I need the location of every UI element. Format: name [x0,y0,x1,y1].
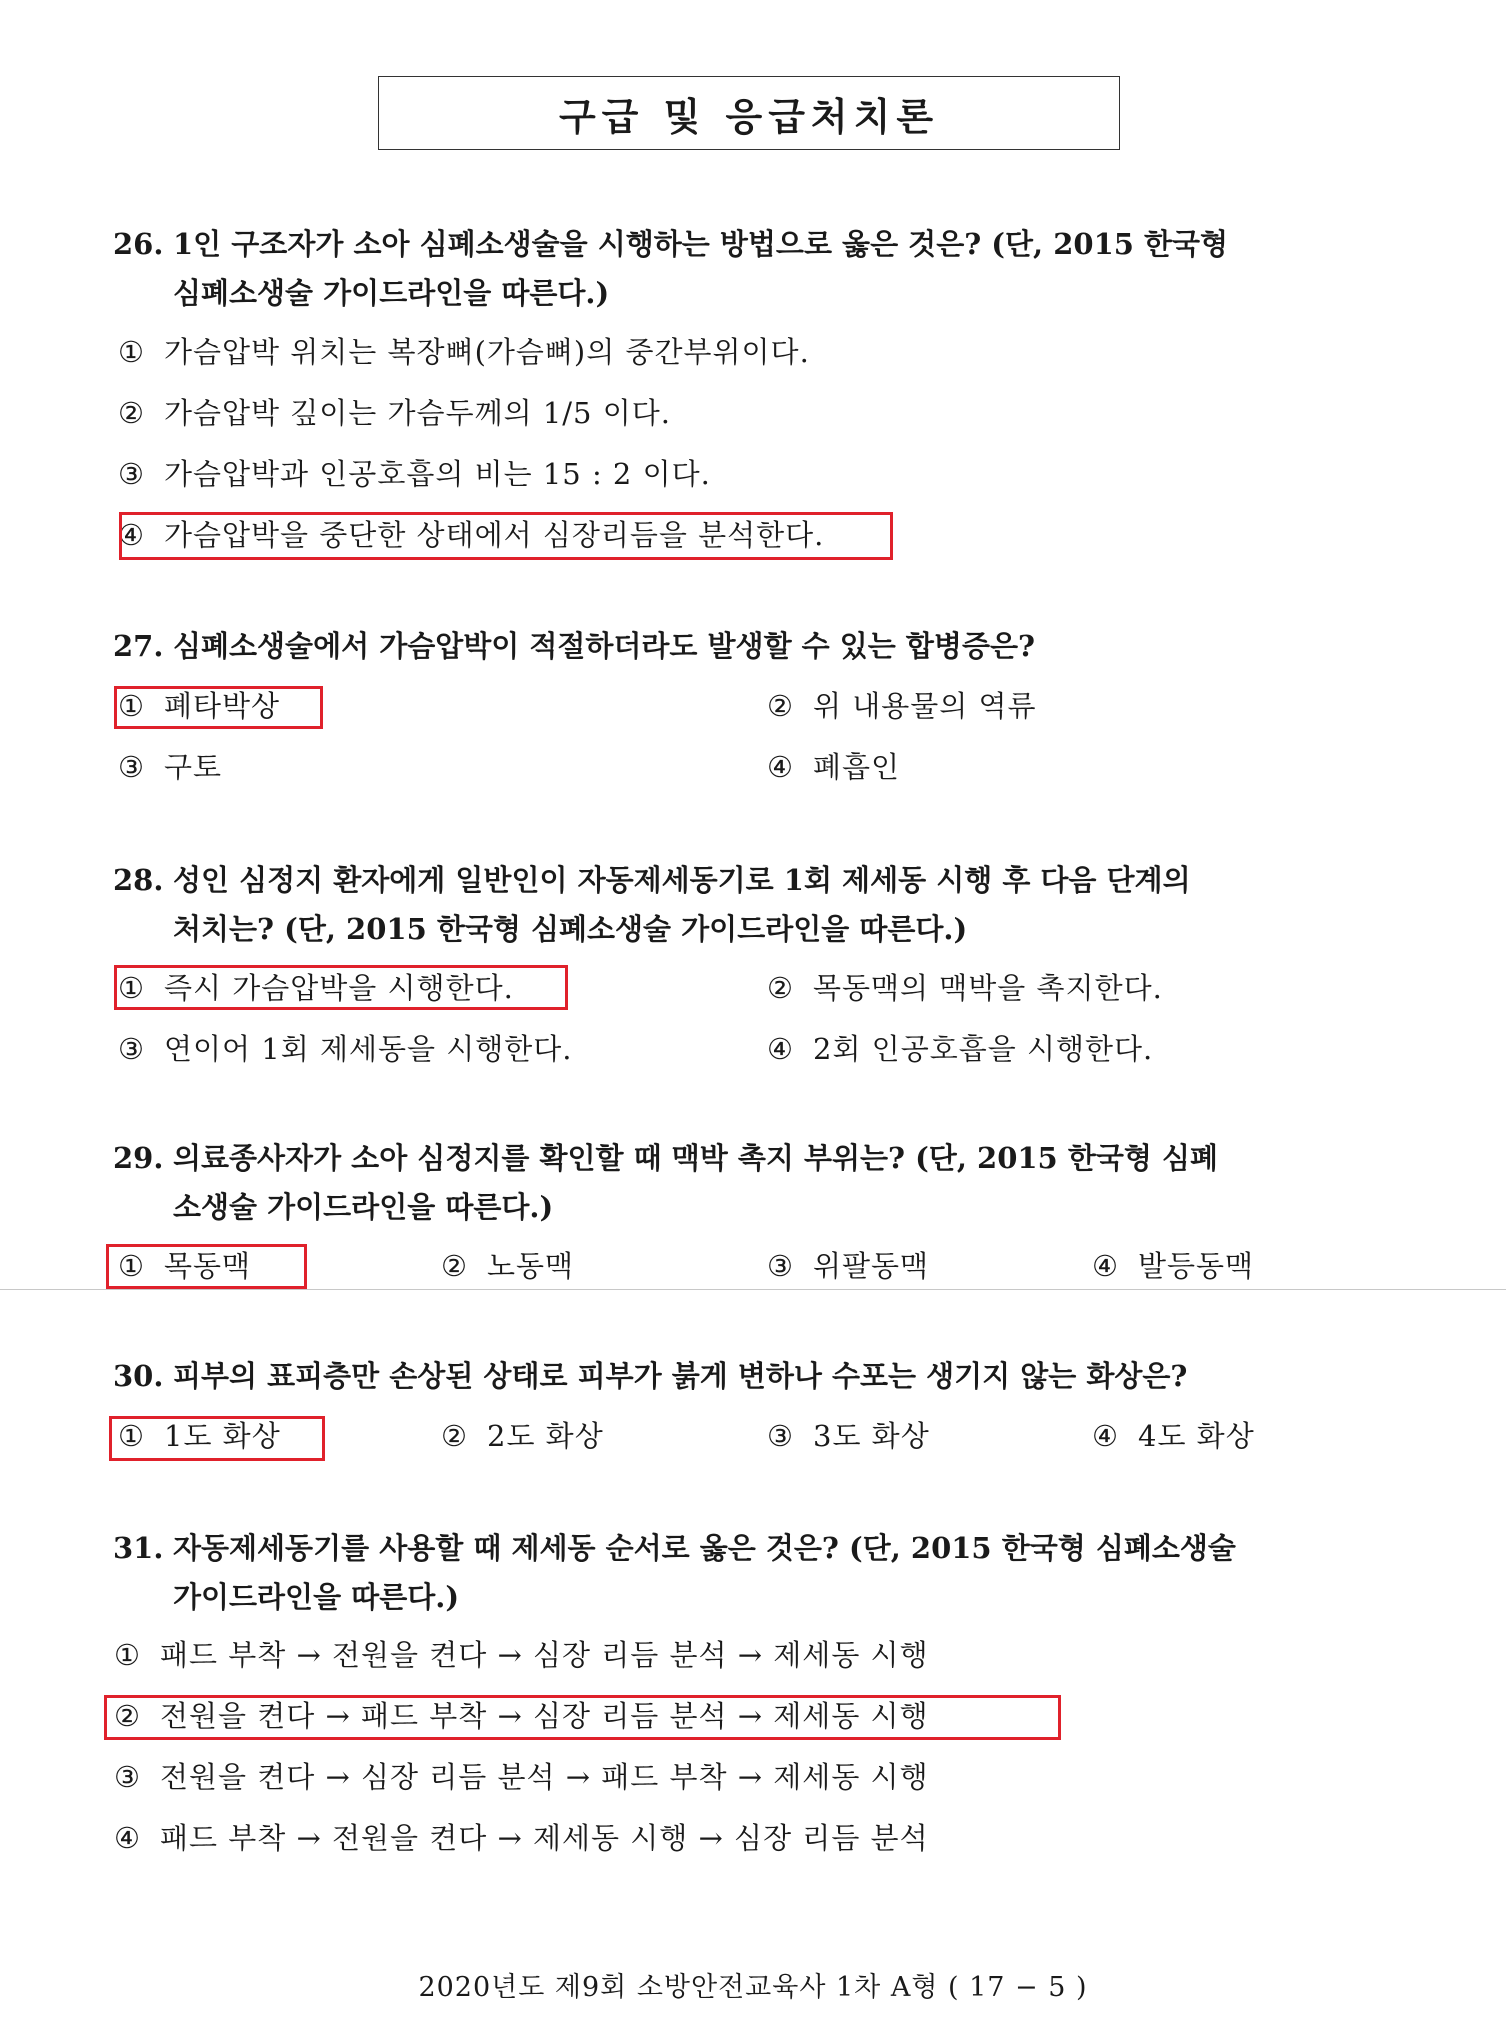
answer-highlight-box [109,1416,325,1461]
option-27-2: ② 위 내용물의 역류 [767,689,1037,723]
question-number: 26. [113,227,164,261]
question-number: 30. [113,1359,164,1393]
question-30 [113,1352,1393,1401]
option-29-1: ① 목동맥 [118,1249,252,1283]
question-number: 31. [113,1531,164,1565]
question-text-line2: 처치는? (단, 2015 한국형 심폐소생술 가이드라인을 따른다.) [173,912,968,946]
option-27-4: ④ 폐흡인 [767,750,901,784]
question-text-line1: 의료종사자가 소아 심정지를 확인할 때 맥박 촉지 부위는? (단, 2015 한국형 심폐 [173,1141,1218,1175]
answer-highlight-box [114,686,323,729]
option-29-2: ② 노동맥 [441,1249,575,1283]
question-text-line2: 가이드라인을 따른다.) [173,1580,460,1614]
page-divider [0,1289,1506,1290]
question-text-line1: 피부의 표피층만 손상된 상태로 피부가 붉게 변하나 수포는 생기지 않는 화상은? [173,1359,1188,1393]
option-31-3: ③ 전원을 켠다 → 심장 리듬 분석 → 패드 부착 → 제세동 시행 [114,1760,929,1794]
option-30-3: ③ 3도 화상 [767,1419,930,1453]
option-26-4: ④ 가슴압박을 중단한 상태에서 심장리듬을 분석한다. [118,518,825,552]
question-number: 28. [113,863,164,897]
answer-highlight-box [104,1695,1061,1740]
answer-highlight-box [119,512,893,560]
section-title: 구급 및 응급처치론 [378,76,1120,150]
question-text-line2: 심폐소생술 가이드라인을 따른다.) [173,276,610,310]
option-30-4: ④ 4도 화상 [1092,1419,1255,1453]
option-30-1: ① 1도 화상 [118,1419,281,1453]
question-text-line1: 자동제세동기를 사용할 때 제세동 순서로 옳은 것은? (단, 2015 한국형 심폐소생술 [173,1531,1236,1565]
answer-highlight-box [106,1244,307,1289]
question-26 [113,220,1393,318]
question-27 [113,622,1393,671]
option-31-1: ① 패드 부착 → 전원을 켠다 → 심장 리듬 분석 → 제세동 시행 [114,1638,929,1672]
option-28-4: ④ 2회 인공호흡을 시행한다. [767,1032,1154,1066]
answer-highlight-box [114,965,568,1010]
option-30-2: ② 2도 화상 [441,1419,604,1453]
option-26-3: ③ 가슴압박과 인공호흡의 비는 15 : 2 이다. [118,457,711,491]
question-number: 27. [113,629,164,663]
question-28 [113,856,1393,954]
question-text-line2: 소생술 가이드라인을 따른다.) [173,1190,554,1224]
option-27-1: ① 폐타박상 [118,689,281,723]
question-number: 29. [113,1141,164,1175]
option-26-2: ② 가슴압박 깊이는 가슴두께의 1/5 이다. [118,396,671,430]
question-31 [113,1524,1393,1622]
question-29 [113,1134,1393,1232]
page-footer: 2020년도 제9회 소방안전교육사 1차 A형 ( 17 − 5 ) [418,1972,1088,2003]
question-text-line1: 심폐소생술에서 가슴압박이 적절하더라도 발생할 수 있는 합병증은? [173,629,1035,663]
option-31-4: ④ 패드 부착 → 전원을 켠다 → 제세동 시행 → 심장 리듬 분석 [114,1821,929,1855]
option-28-3: ③ 연이어 1회 제세동을 시행한다. [118,1032,573,1066]
option-28-1: ① 즉시 가슴압박을 시행한다. [118,971,514,1005]
option-27-3: ③ 구토 [118,750,223,784]
question-text-line1: 성인 심정지 환자에게 일반인이 자동제세동기로 1회 제세동 시행 후 다음 단계의 [173,863,1191,897]
question-text-line1: 1인 구조자가 소아 심폐소생술을 시행하는 방법으로 옳은 것은? (단, 2015 한국형 [173,227,1229,261]
option-31-2: ② 전원을 켠다 → 패드 부착 → 심장 리듬 분석 → 제세동 시행 [114,1699,929,1733]
option-28-2: ② 목동맥의 맥박을 촉지한다. [767,971,1163,1005]
option-26-1: ① 가슴압박 위치는 복장뼈(가슴뼈)의 중간부위이다. [118,335,810,369]
option-29-3: ③ 위팔동맥 [767,1249,930,1283]
option-29-4: ④ 발등동맥 [1092,1249,1255,1283]
